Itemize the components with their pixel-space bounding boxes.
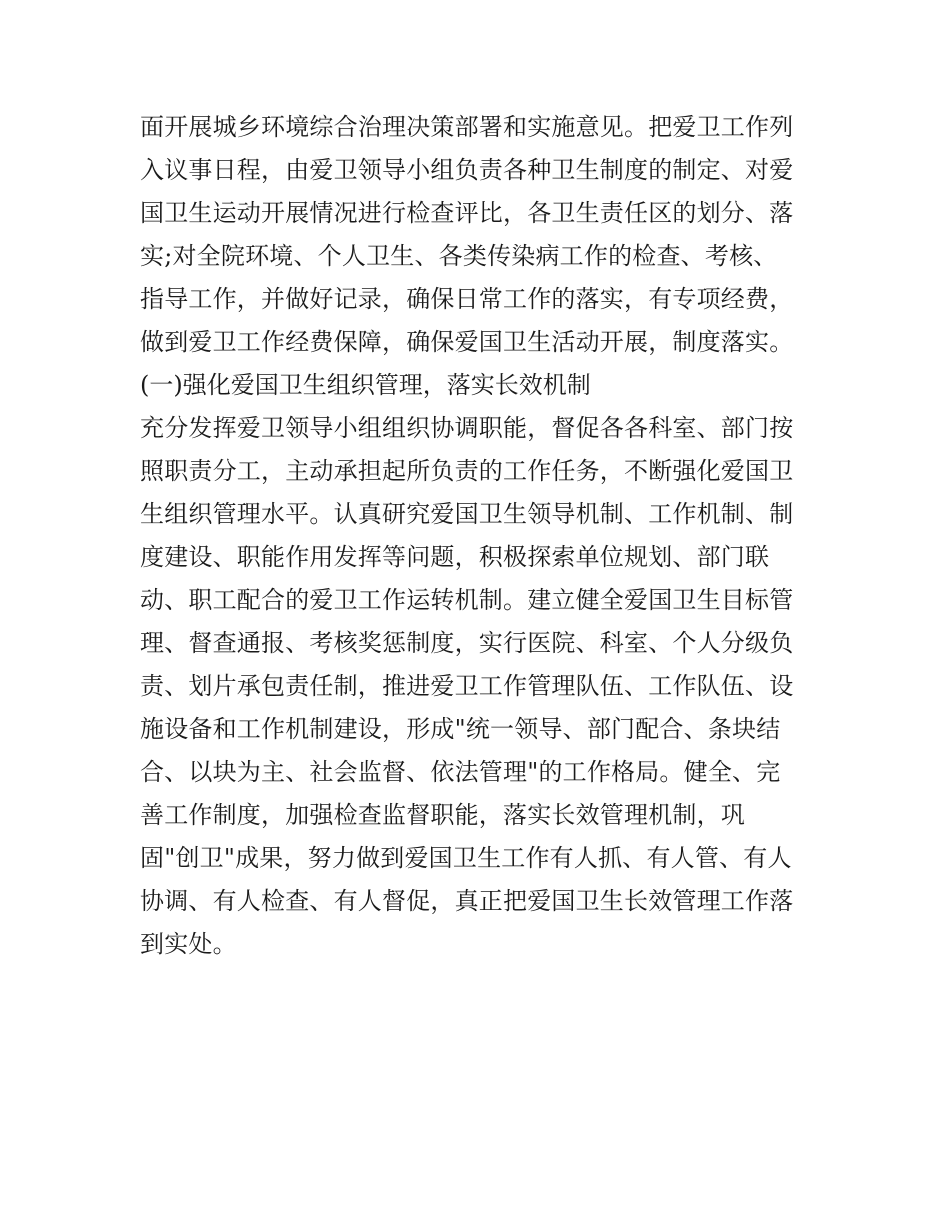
text-line: 固"创卫"成果，努力做到爱国卫生工作有人抓、有人管、有人	[140, 844, 792, 872]
text-line: 国卫生运动开展情况进行检查评比，各卫生责任区的划分、落	[140, 199, 794, 227]
text-line: 动、职工配合的爱卫工作运转机制。建立健全爱国卫生目标管	[140, 586, 794, 614]
text-line: 到实处。	[140, 930, 237, 958]
text-line: 理、督查通报、考核奖惩制度，实行医院、科室、个人分级负	[140, 629, 794, 657]
text-line: 面开展城乡环境综合治理决策部署和实施意见。把爱卫工作列	[140, 113, 794, 141]
section-heading: (一)强化爱国卫生组织管理，落实长效机制	[140, 371, 591, 399]
text-line: 入议事日程，由爱卫领导小组负责各种卫生制度的制定、对爱	[140, 156, 794, 184]
text-line: 合、以块为主、社会监督、依法管理"的工作格局。健全、完	[140, 758, 781, 786]
text-line: 做到爱卫工作经费保障，确保爱国卫生活动开展，制度落实。	[140, 328, 794, 356]
text-line: 实;对全院环境、个人卫生、各类传染病工作的检查、考核、	[140, 242, 778, 270]
text-line: 照职责分工，主动承担起所负责的工作任务，不断强化爱国卫	[140, 457, 794, 485]
text-line: 度建设、职能作用发挥等问题，积极探索单位规划、部门联	[140, 543, 770, 571]
body-text	[140, 106, 820, 966]
text-line: 生组织管理水平。认真研究爱国卫生领导机制、工作机制、制	[140, 500, 794, 528]
text-line: 善工作制度，加强检查监督职能，落实长效管理机制，巩	[140, 801, 745, 829]
text-line: 指导工作，并做好记录，确保日常工作的落实，有专项经费，	[140, 285, 794, 313]
text-line: 责、划片承包责任制，推进爱卫工作管理队伍、工作队伍、设	[140, 672, 794, 700]
text-line: 充分发挥爱卫领导小组组织协调职能，督促各各科室、部门按	[140, 414, 794, 442]
text-line: 施设备和工作机制建设，形成"统一领导、部门配合、条块结	[140, 715, 781, 743]
text-line: 协调、有人检查、有人督促，真正把爱国卫生长效管理工作落	[140, 887, 794, 915]
